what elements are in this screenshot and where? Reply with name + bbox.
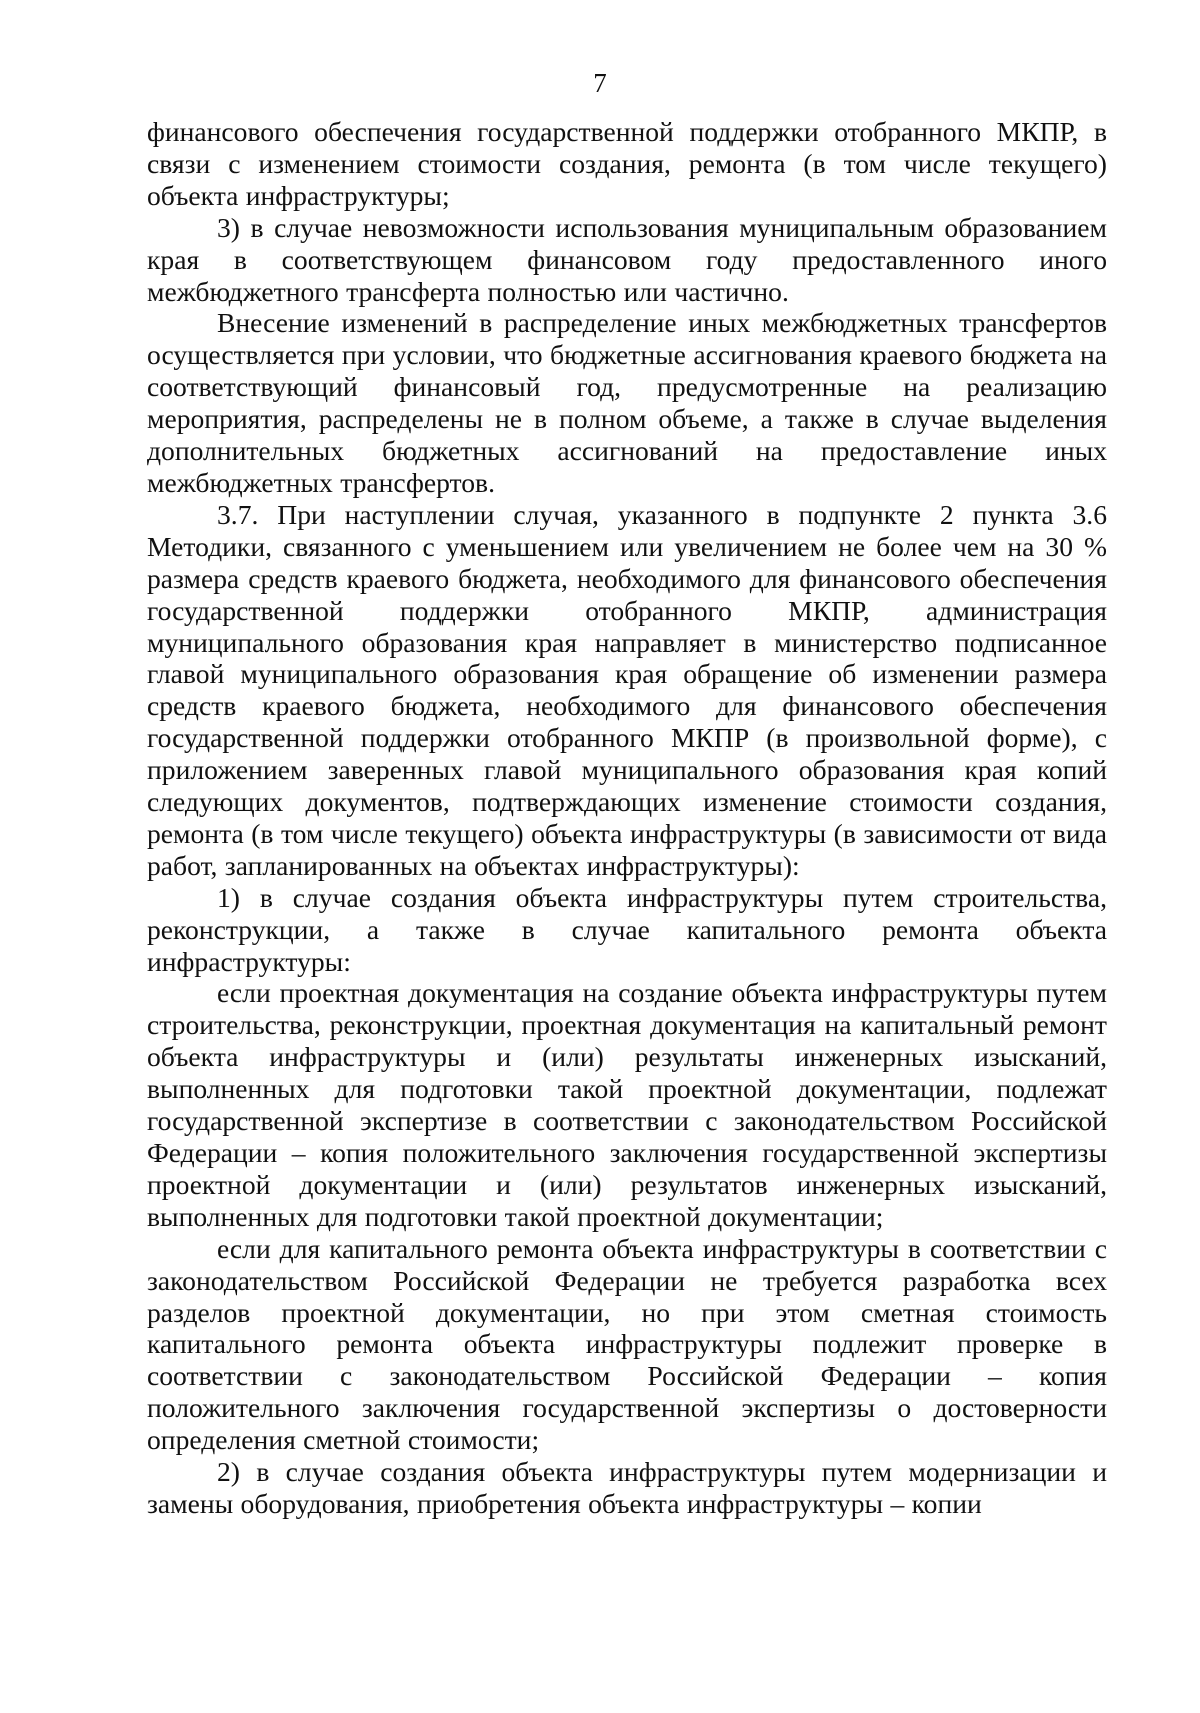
paragraph-capital-repair: если для капитального ремонта объекта инфраструктуры в соответствии с законодательством Российской Федерации не требуется разработка всех разделов проектной документации, но при этом сметная стоимость капитального ремонта объекта инфраструктуры подлежит проверке в соответствии с законодательством Российской Федерации – копия положительного заключения государственной экспертизы о достоверности определения сметной стоимости;: [147, 1232, 1107, 1456]
paragraph-item-3: 3) в случае невозможности использования муниципальным образованием края в соответствующем финансовом году предоставленного иного межбюджетного трансферта полностью или частично.: [147, 211, 1107, 307]
paragraph-subitem-1: 1) в случае создания объекта инфраструктуры путем строительства, реконструкции, а также в случае капитального ремонта объекта инфраструктуры:: [147, 881, 1107, 977]
document-body: [147, 116, 1107, 1520]
paragraph-project-documentation: если проектная документация на создание объекта инфраструктуры путем строительства, реконструкции, проектная документация на капитальный ремонт объекта инфраструктуры и (или) результаты инженерных изысканий, выполненных для подготовки такой проектной документации, подлежат государственной экспертизе в соответствии с законодательством Российской Федерации – копия положительного заключения государственной экспертизы проектной документации и (или) результатов инженерных изысканий, выполненных для подготовки такой проектной документации;: [147, 977, 1107, 1232]
paragraph-transfers-changes: Внесение изменений в распределение иных межбюджетных трансфертов осуществляется при условии, что бюджетные ассигнования краевого бюджета на соответствующий финансовый год, предусмотренные на реализацию мероприятия, распределены не в полном объеме, а также в случае выделения дополнительных бюджетных ассигнований на предоставление иных межбюджетных трансфертов.: [147, 307, 1107, 498]
paragraph-subitem-2: 2) в случае создания объекта инфраструктуры путем модернизации и замены оборудования, приобретения объекта инфраструктуры – копии: [147, 1456, 1107, 1519]
paragraph-continuation: финансового обеспечения государственной поддержки отобранного МКПР, в связи с изменением стоимости создания, ремонта (в том числе текущего) объекта инфраструктуры;: [147, 116, 1107, 211]
page-number: 7: [593, 68, 607, 98]
paragraph-section-3-7: 3.7. При наступлении случая, указанного в подпункте 2 пункта 3.6 Методики, связанного с уменьшением или увеличением не более чем на 30 % размера средств краевого бюджета, необходимого для финансового обеспечения государственной поддержки отобранного МКПР, администрация муниципального образования края направляет в министерство подписанное главой муниципального образования края обращение об изменении размера средств краевого бюджета, необходимого для финансового обеспечения государственной поддержки отобранного МКПР (в произвольной форме), с приложением заверенных главой муниципального образования края копий следующих документов, подтверждающих изменение стоимости создания, ремонта (в том числе текущего) объекта инфраструктуры (в зависимости от вида работ, запланированных на объектах инфраструктуры):: [147, 498, 1107, 881]
